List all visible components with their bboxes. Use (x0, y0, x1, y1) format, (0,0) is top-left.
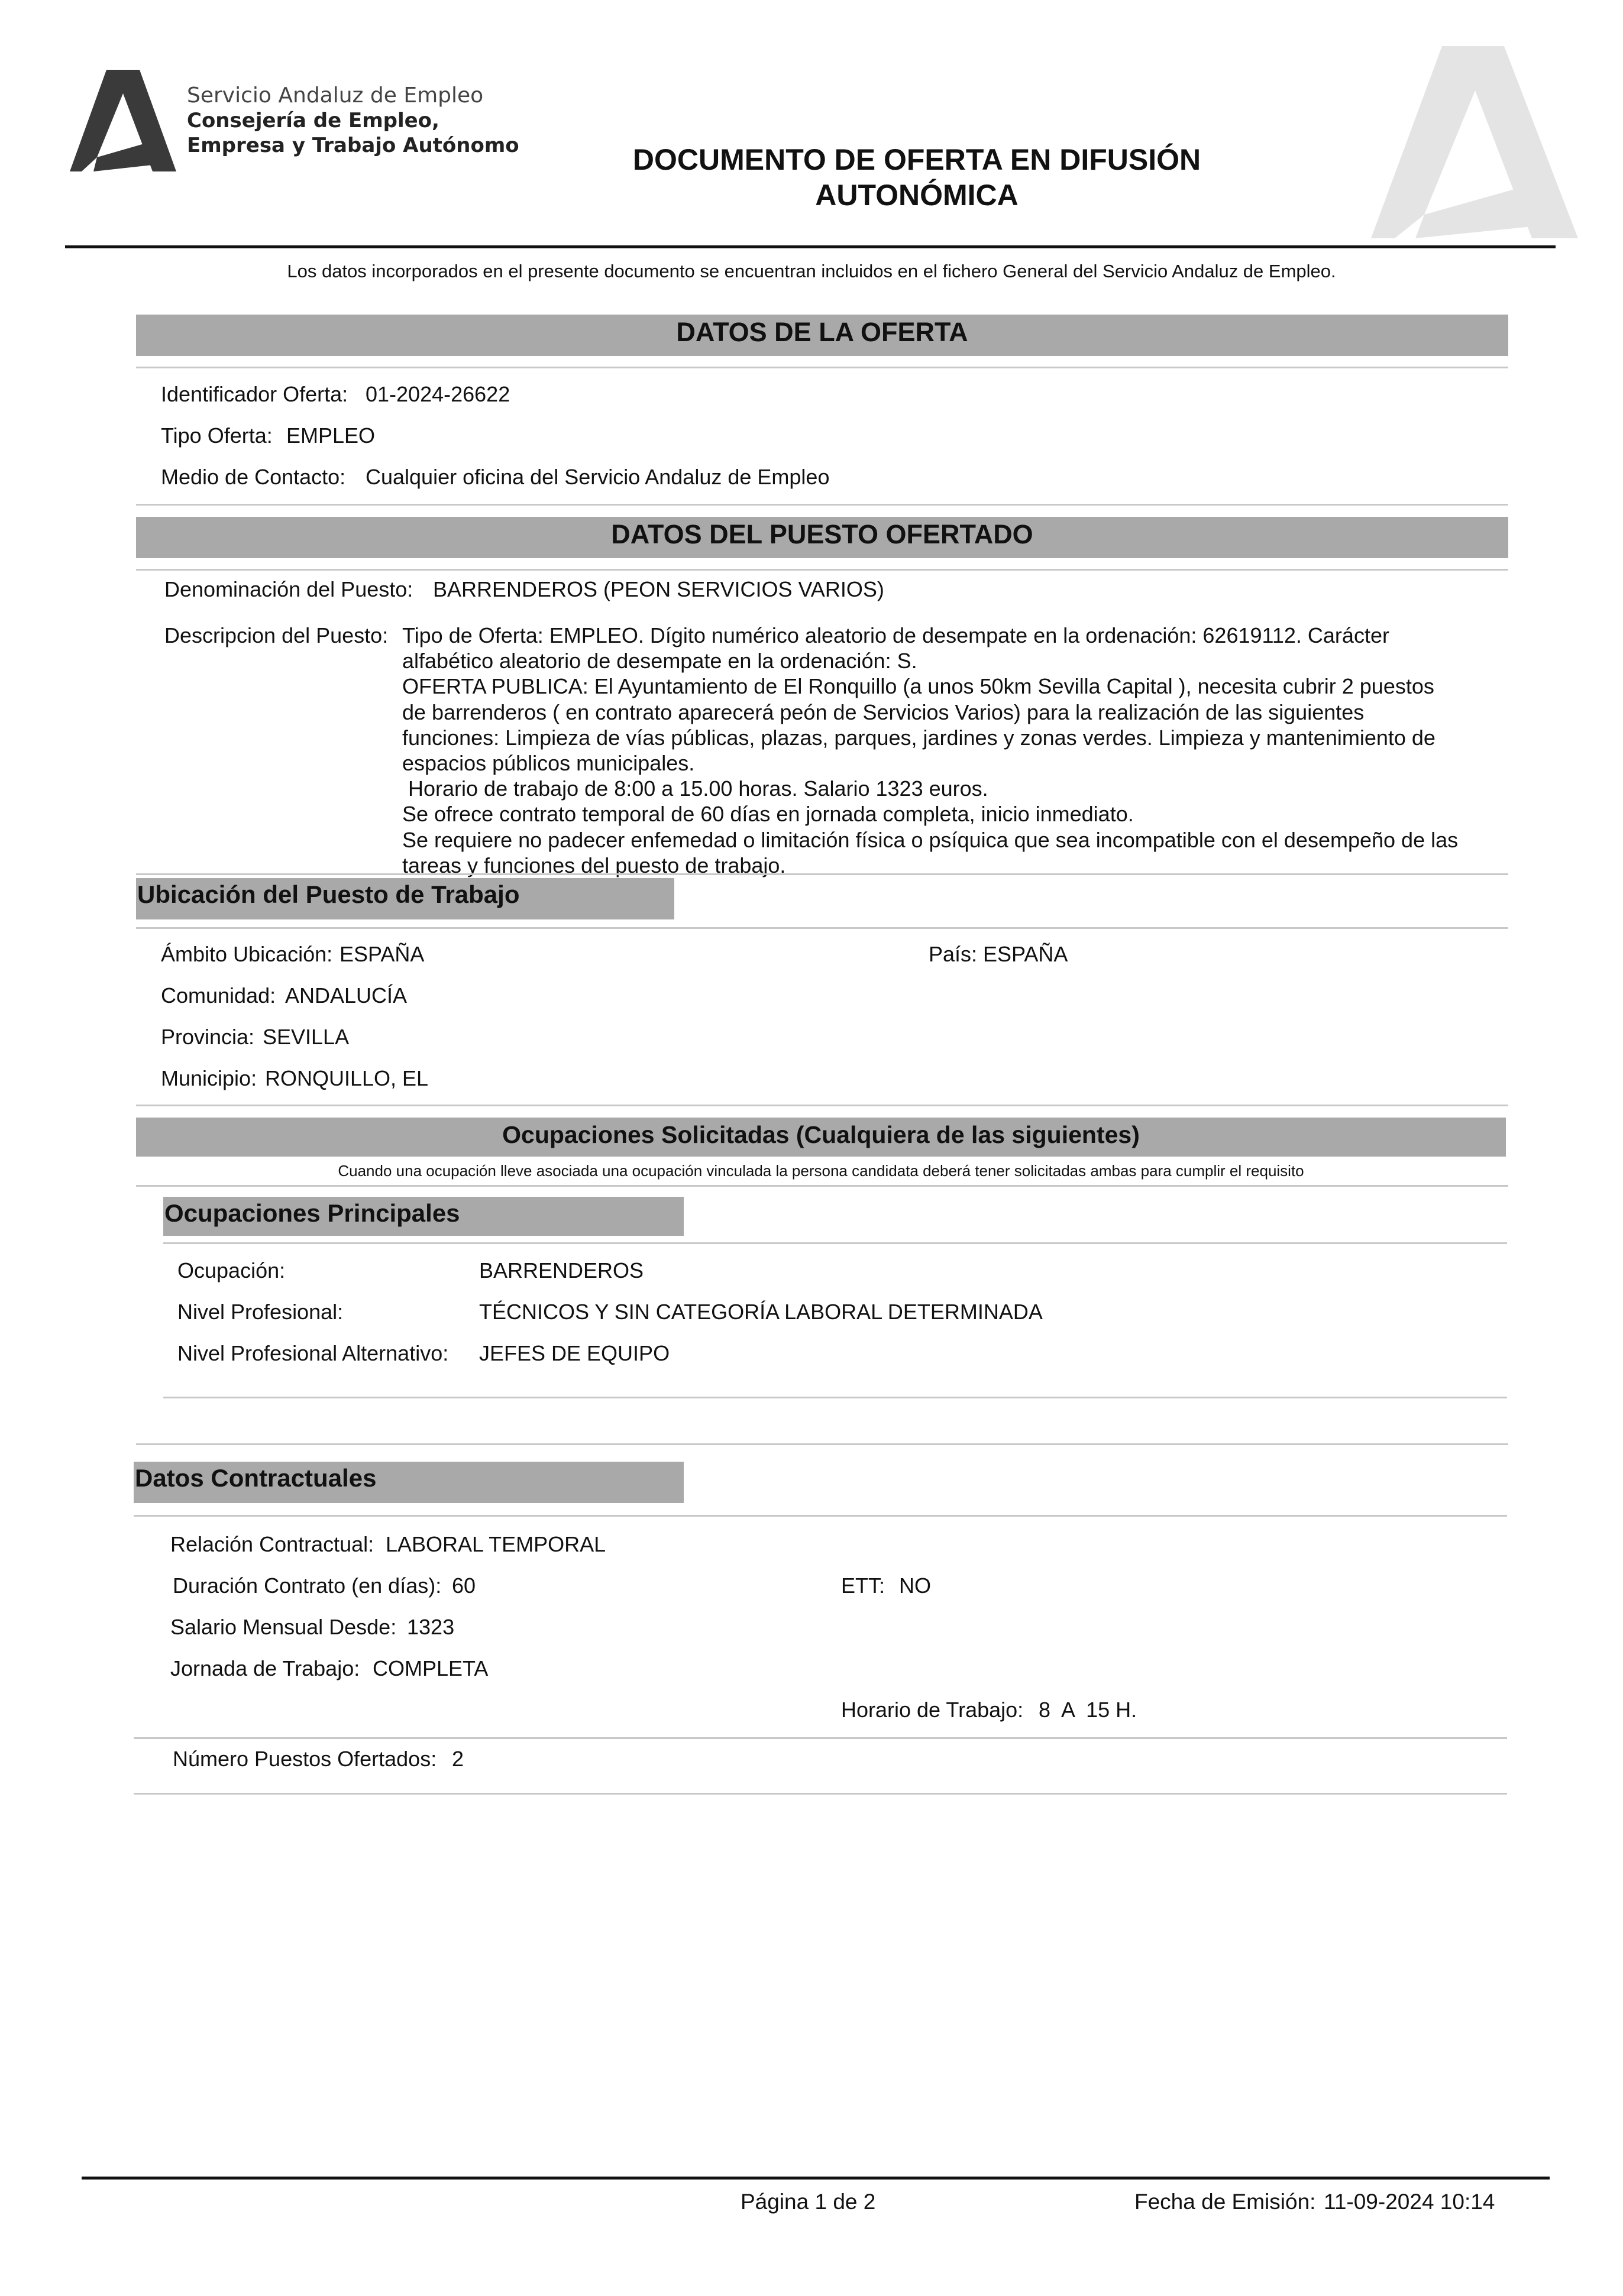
watermark-logo (1371, 46, 1578, 238)
contractuales-section-heading: Datos Contractuales (135, 1464, 377, 1492)
nivel-alternativo-label: Nivel Profesional Alternativo: (177, 1341, 449, 1365)
principales-section-heading: Ocupaciones Principales (164, 1199, 460, 1227)
contractuales-divider-middle (134, 1737, 1507, 1739)
contractuales-divider-top (134, 1515, 1507, 1517)
puesto-divider-top (136, 569, 1508, 571)
horario-label: Horario de Trabajo: (841, 1698, 1024, 1722)
salario-value: 1323 (407, 1615, 455, 1639)
ocupaciones-note: Cuando una ocupación lleve asociada una ocupación vinculada la persona candidata deberá tener solicitadas ambas para cumplir el requisito (338, 1162, 1304, 1180)
logo-line-2: Consejería de Empleo, (187, 109, 439, 132)
comunidad-value: ANDALUCÍA (285, 983, 408, 1008)
descripcion-label: Descripcion del Puesto: (164, 623, 389, 647)
oferta-divider-top (136, 367, 1508, 368)
ubicacion-section-heading: Ubicación del Puesto de Trabajo (137, 880, 520, 908)
ocupaciones-section-heading: Ocupaciones Solicitadas (Cualquiera de las siguientes) (502, 1121, 1140, 1148)
document-title-line-1: DOCUMENTO DE OFERTA EN DIFUSIÓN (632, 143, 1201, 176)
id-oferta-value: 01-2024-26622 (366, 382, 510, 406)
contractuales-divider-bottom (134, 1793, 1507, 1795)
ubicacion-divider-top (136, 927, 1508, 929)
provincia-value: SEVILLA (263, 1025, 350, 1049)
ocupacion-label: Ocupación: (177, 1258, 286, 1283)
medio-contacto-label: Medio de Contacto: (161, 465, 346, 489)
ambito-value: ESPAÑA (340, 942, 425, 966)
municipio-value: RONQUILLO, EL (265, 1066, 429, 1090)
duracion-value: 60 (452, 1573, 476, 1598)
jornada-label: Jornada de Trabajo: (170, 1656, 360, 1680)
denominacion-value: BARRENDEROS (PEON SERVICIOS VARIOS) (433, 577, 884, 601)
duracion-label: Duración Contrato (en días): (173, 1573, 442, 1598)
tipo-oferta-label: Tipo Oferta: (161, 423, 273, 448)
ett-label: ETT: (841, 1573, 885, 1598)
principales-divider-top (163, 1242, 1507, 1244)
puestos-ofertados-value: 2 (452, 1747, 464, 1771)
nivel-profesional-label: Nivel Profesional: (177, 1300, 344, 1324)
descripcion-line: funciones: Limpieza de vías públicas, plazas, parques, jardines y zonas verdes. Limpieza y mantenimiento de (402, 725, 1436, 750)
page-number: Página 1 de 2 (741, 2190, 876, 2214)
nivel-profesional-value: TÉCNICOS Y SIN CATEGORÍA LABORAL DETERMINADA (479, 1300, 1043, 1324)
ambito-label: Ámbito Ubicación: (161, 942, 333, 966)
fecha-emision-value: 11-09-2024 10:14 (1324, 2190, 1495, 2214)
document-title-line-2: AUTONÓMICA (815, 179, 1019, 212)
junta-andalucia-logo (70, 70, 176, 171)
ett-value: NO (899, 1573, 931, 1598)
relacion-label: Relación Contractual: (170, 1532, 374, 1556)
ubicacion-divider-bottom (136, 1105, 1508, 1106)
ocupaciones-divider-top (136, 1185, 1508, 1187)
relacion-value: LABORAL TEMPORAL (386, 1532, 606, 1556)
puesto-section-heading: DATOS DEL PUESTO OFERTADO (611, 519, 1033, 549)
principales-divider-bottom (163, 1397, 1507, 1398)
descripcion-line: Tipo de Oferta: EMPLEO. Dígito numérico aleatorio de desempate en la ordenación: 62619112. Carácter (402, 623, 1389, 647)
oferta-section-heading: DATOS DE LA OFERTA (676, 317, 968, 347)
pais-value: ESPAÑA (983, 942, 1068, 966)
header-divider (65, 245, 1556, 248)
descripcion-line: Se requiere no padecer enfemedad o limitación física o psíquica que sea incompatible con el desempeño de las (402, 827, 1459, 852)
descripcion-text (402, 623, 1502, 878)
fecha-emision-label: Fecha de Emisión: (1134, 2190, 1316, 2214)
descripcion-line: tareas y funciones del puesto de trabajo. (402, 853, 786, 877)
oferta-divider-bottom (136, 504, 1508, 506)
comunidad-label: Comunidad: (161, 983, 276, 1008)
puestos-ofertados-label: Número Puestos Ofertados: (173, 1747, 437, 1771)
id-oferta-label: Identificador Oferta: (161, 382, 348, 406)
descripcion-line: alfabético aleatorio de desempate en la ordenación: S. (402, 649, 917, 673)
descripcion-line: espacios públicos municipales. (402, 750, 695, 775)
ocupaciones-divider-bottom (136, 1443, 1508, 1445)
footer-divider (82, 2177, 1550, 2180)
nivel-alternativo-value: JEFES DE EQUIPO (479, 1341, 670, 1365)
provincia-label: Provincia: (161, 1025, 255, 1049)
denominacion-label: Denominación del Puesto: (164, 577, 413, 601)
municipio-label: Municipio: (161, 1066, 257, 1090)
privacy-notice: Los datos incorporados en el presente documento se encuentran incluidos en el fichero General del Servicio Andaluz de Empleo. (287, 261, 1336, 281)
logo-line-1: Servicio Andaluz de Empleo (187, 83, 484, 108)
puesto-divider-bottom (136, 873, 1508, 875)
descripcion-line: Se ofrece contrato temporal de 60 días en jornada completa, inicio inmediato. (402, 802, 1134, 827)
descripcion-line: Horario de trabajo de 8:00 a 15.00 horas. Salario 1323 euros. (402, 776, 988, 801)
descripcion-line: de barrenderos ( en contrato aparecerá peón de Servicios Varios) para la realización de las siguientes (402, 700, 1365, 724)
ocupacion-value: BARRENDEROS (479, 1258, 644, 1283)
salario-label: Salario Mensual Desde: (170, 1615, 397, 1639)
pais-label: País: (929, 942, 978, 966)
descripcion-line: OFERTA PUBLICA: El Ayuntamiento de El Ronquillo (a unos 50km Sevilla Capital ), necesita cubrir 2 puestos (402, 674, 1434, 699)
tipo-oferta-value: EMPLEO (286, 423, 376, 448)
jornada-value: COMPLETA (373, 1656, 489, 1680)
horario-value: 8 A 15 H. (1039, 1698, 1137, 1722)
logo-line-3: Empresa y Trabajo Autónomo (187, 134, 519, 157)
medio-contacto-value: Cualquier oficina del Servicio Andaluz de Empleo (366, 465, 830, 489)
